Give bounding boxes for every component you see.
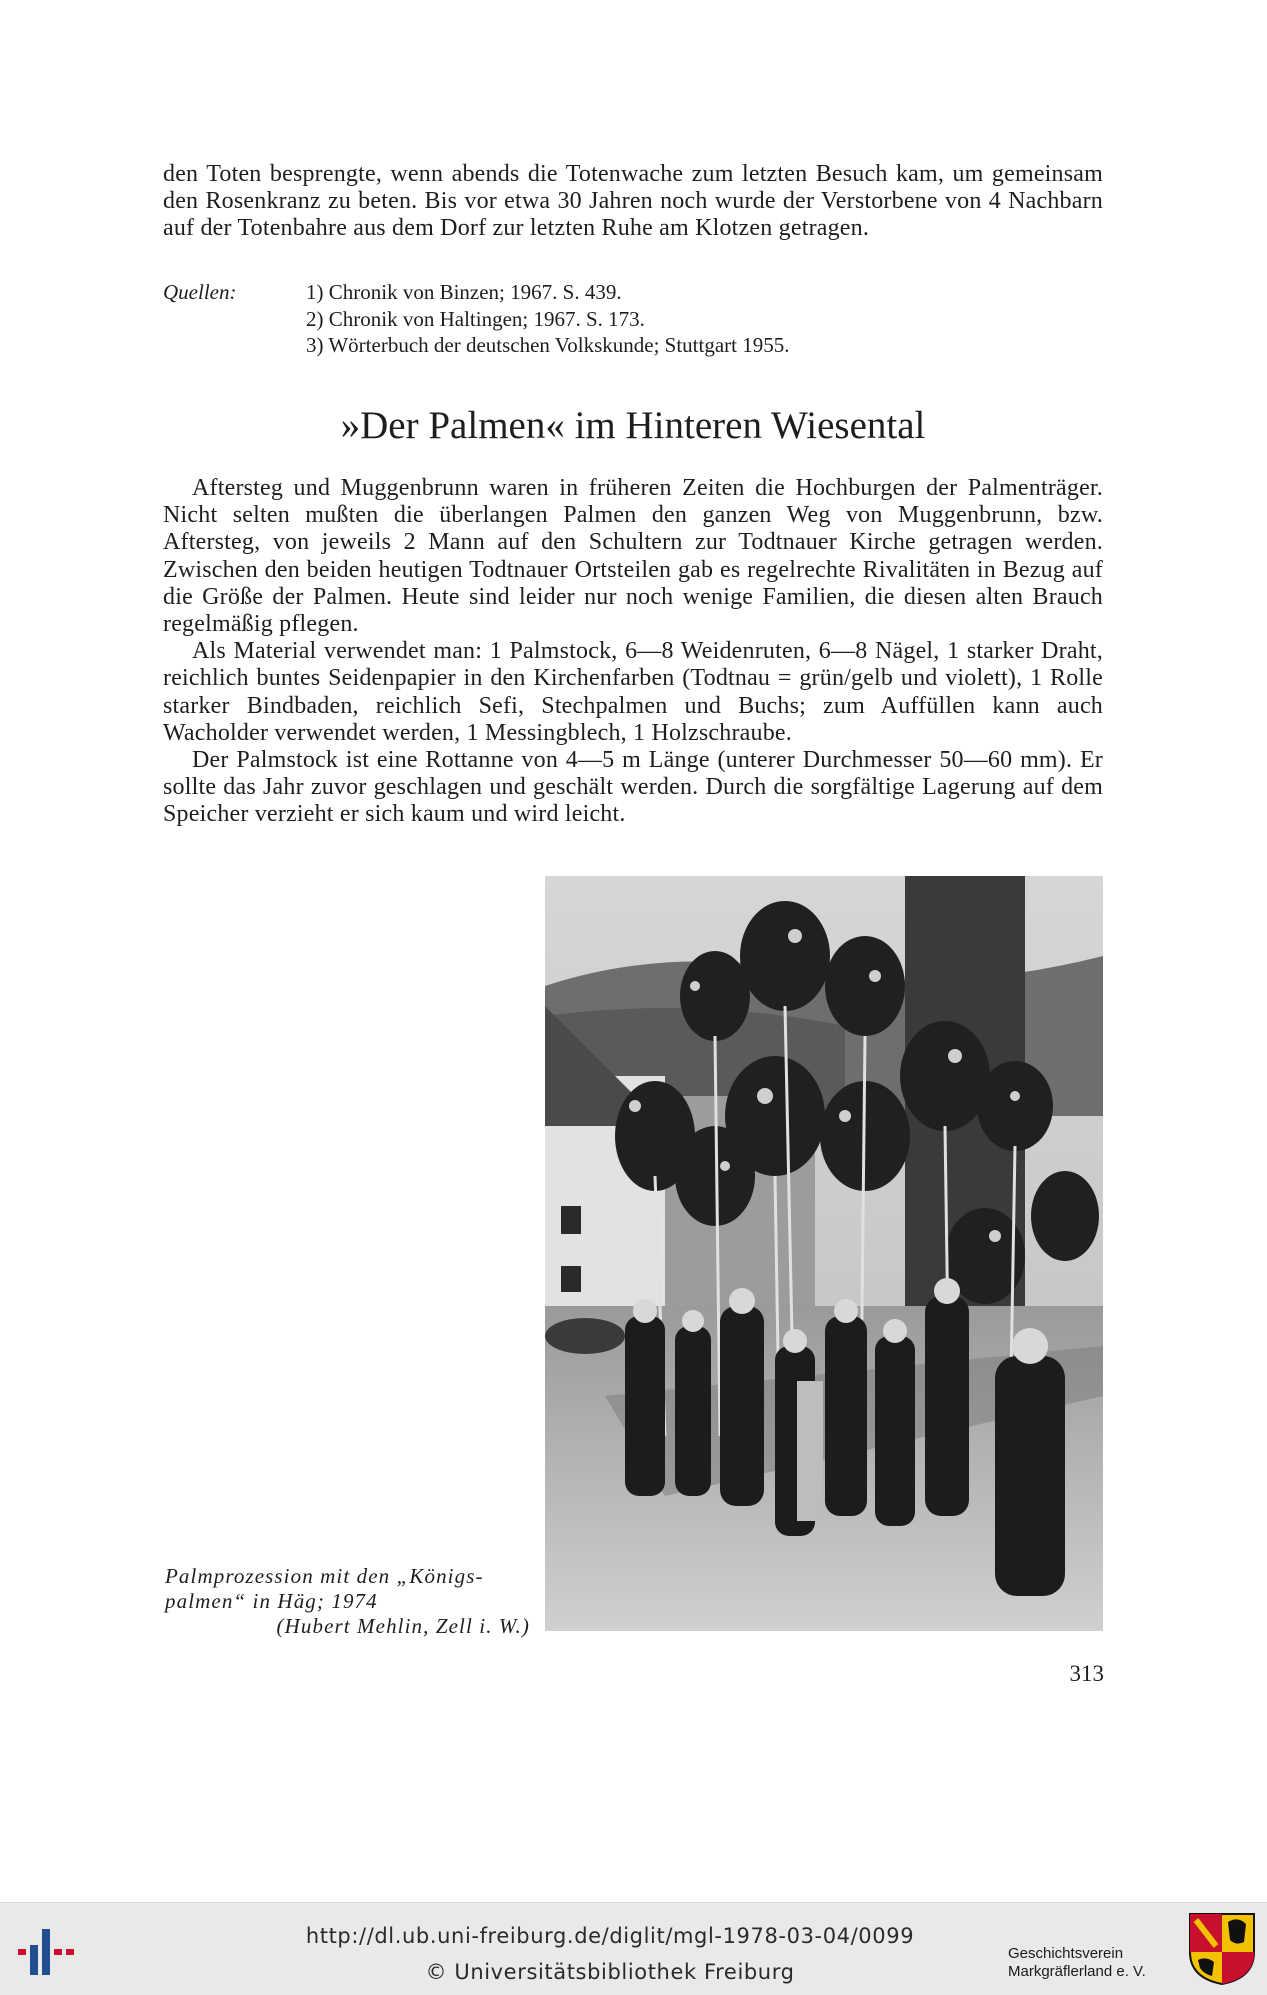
society-crest-icon[interactable]: [1188, 1912, 1256, 1986]
source-item: 1) Chronik von Binzen; 1967. S. 439.: [306, 280, 622, 304]
paragraph: Aftersteg und Muggenbrunn waren in früheren Zeiten die Hochburgen der Palmenträger. Nicht selten mußten die überlangen Palmen den ganzen Weg von Muggenbrunn, bzw. Aftersteg, von jeweils 2 Mann auf den Schultern zur Todtnauer Kirche getragen werden. Zwischen den beiden heutigen Todtnauer Ortsteilen gab es regelrechte Rivalitäten in Bezug auf die Größe der Palmen. Heute sind leider nur noch wenige Familien, die diesen alten Brauch regelmäßig pflegen.: [163, 475, 1103, 638]
procession-photo: [545, 876, 1103, 1631]
photo-caption: [165, 1564, 530, 1639]
paragraph: Als Material verwendet man: 1 Palmstock, 6—8 Weidenruten, 6—8 Nägel, 1 starker Draht, reichlich buntes Seidenpapier in den Kirchenfarben (Todtnau = grün/gelb und violett), 1 Rolle starker Bindbaden, reichlich Sefi, Stechpalmen und Buchs; zum Auffüllen kann auch Wacholder verwendet werden, 1 Messingblech, 1 Holzschraube.: [163, 638, 1103, 746]
sources-label: Quellen:: [163, 280, 237, 304]
article-heading: »Der Palmen« im Hinteren Wiesental: [340, 404, 926, 447]
society-name: [1008, 1945, 1192, 1981]
caption-line: Palmprozession mit den „Königs-: [165, 1564, 484, 1588]
footer-url-link[interactable]: http://dl.ub.uni-freiburg.de/diglit/mgl-1978-03-04/0099: [305, 1924, 915, 1948]
society-line: Geschichtsverein: [1008, 1945, 1124, 1962]
ub-freiburg-logo-icon[interactable]: [16, 1919, 84, 1979]
intro-text: den Toten besprengte, wenn abends die Totenwache zum letzten Besuch kam, um gemeinsam den Rosenkranz zu beten. Bis vor etwa 30 Jahren noch wurde der Verstorbene von 4 Nachbarn auf der Totenbahre aus dem Dorf zur letzten Ruhe am Klotzen getragen.: [163, 161, 1103, 242]
footer-bar: [0, 1902, 1267, 1995]
paragraph: Der Palmstock ist eine Rottanne von 4—5 m Länge (unterer Durchmesser 50—60 mm). Er sollte das Jahr zuvor geschlagen und geschält werden. Durch die sorgfältige Lagerung auf dem Speicher verzieht er sich kaum und wird leicht.: [163, 747, 1103, 828]
caption-line: palmen“ in Häg; 1974: [165, 1589, 378, 1613]
footer-copyright: © Universitätsbibliothek Freiburg: [425, 1960, 795, 1984]
page-number: 313: [1069, 1661, 1104, 1686]
source-item: 3) Wörterbuch der deutschen Volkskunde; Stuttgart 1955.: [306, 333, 790, 357]
source-item: 2) Chronik von Haltingen; 1967. S. 173.: [306, 306, 645, 331]
caption-credit: (Hubert Mehlin, Zell i. W.): [276, 1614, 530, 1638]
society-line: Markgräflerland e. V.: [1008, 1963, 1146, 1980]
intro-paragraph: [163, 161, 1103, 243]
article-body: [163, 475, 1103, 829]
